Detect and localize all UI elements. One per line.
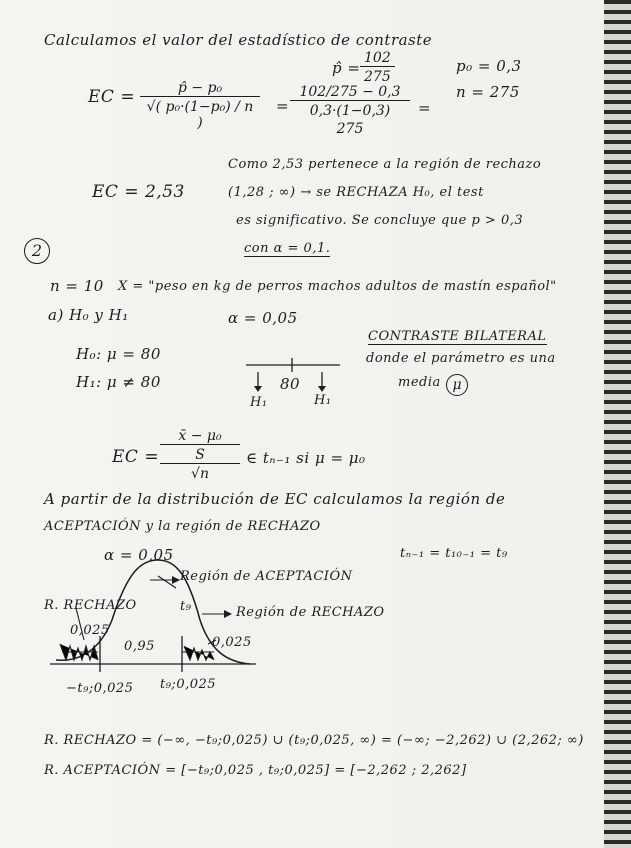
- alpha-b: α = 0,05: [104, 546, 174, 564]
- t9-label: t₉: [180, 599, 192, 614]
- ec-result: EC = 2,53: [92, 182, 185, 202]
- right-tail-shading: [182, 646, 214, 660]
- ec-formula-den: √( p₀·(1−p₀) / n ): [146, 99, 254, 131]
- ec-sub-num: 102/275 − 0,3: [290, 84, 410, 101]
- ec-formula-equals: =: [276, 97, 290, 115]
- h0-hypothesis: H₀: μ = 80: [76, 345, 161, 363]
- intro-text: Calculamos el valor del estadístico de contraste: [44, 31, 433, 49]
- part-a-label: a) H₀ y H₁: [48, 306, 129, 324]
- p-hat-label: p̂ =: [332, 59, 361, 77]
- n-value: n = 275: [456, 83, 520, 101]
- ec-t-num: x̄ − μ₀: [160, 428, 240, 445]
- ec-t-den-top: S: [160, 445, 240, 464]
- t-distribution: tₙ₋₁ = t₁₀₋₁ = t₉: [400, 546, 508, 561]
- region-rechazo-left-label: R. RECHAZO: [44, 598, 137, 613]
- left-tail-area: 0,025: [70, 623, 110, 638]
- ec-formula-num: p̂ − p₀: [140, 80, 260, 97]
- region-aceptacion-label: Región de ACEPTACIÓN: [180, 569, 353, 584]
- center-area: 0,95: [124, 639, 155, 654]
- ec-sub-equals: =: [418, 99, 432, 117]
- right-quantile-label: t₉;0,025: [160, 677, 217, 692]
- p0-value: p₀ = 0,3: [456, 57, 522, 75]
- p-hat-num: 102: [360, 50, 395, 67]
- number-line-right-h1: H₁: [314, 393, 332, 408]
- h1-hypothesis: H₁: μ ≠ 80: [76, 373, 161, 391]
- problem-number-circle: 2: [24, 238, 50, 264]
- right-tail-area: 0,025: [212, 635, 252, 650]
- number-line-center: 80: [280, 375, 301, 393]
- parametro-line-2: media: [398, 375, 441, 390]
- ec-t-label: EC =: [112, 447, 160, 467]
- number-line-left-h1: H₁: [250, 395, 268, 410]
- conclusion-line-3: es significativo. Se concluye que p > 0,3: [236, 213, 524, 228]
- a-partir-line-1: A partir de la distribución de EC calculamos la región de: [44, 490, 506, 508]
- problem-n: n = 10: [50, 277, 104, 295]
- conclusion-line-2: (1,28 ; ∞) → se RECHAZA H₀, el test: [228, 185, 484, 200]
- ec-t-distribution: ∈ tₙ₋₁ si μ = μ₀: [246, 449, 366, 467]
- region-rechazo-right-label: Región de RECHAZO: [236, 605, 385, 620]
- p-hat-den: 275: [364, 69, 391, 85]
- alpha-a: α = 0,05: [228, 309, 298, 327]
- ec-formula-label: EC =: [88, 87, 136, 107]
- mu-circle: μ: [446, 374, 468, 396]
- parametro-line-1: donde el parámetro es una: [366, 351, 556, 366]
- ec-sub-den-n: 275: [336, 121, 364, 137]
- a-partir-line-2: ACEPTACIÓN y la región de RECHAZO: [44, 519, 321, 534]
- ec-t-den-bottom: √n: [191, 466, 209, 482]
- conclusion-line-4: con α = 0,1.: [244, 241, 331, 256]
- contraste-bilateral: CONTRASTE BILATERAL: [368, 329, 547, 344]
- region-aceptacion-result: R. ACEPTACIÓN = [−t₉;0,025 , t₉;0,025] = [−2,262 ; 2,262]: [44, 763, 467, 778]
- problem-variable: X = "peso en kg de perros machos adultos de mastín español": [118, 279, 557, 294]
- ec-sub-den-inner: 0,3·(1−0,3): [309, 103, 391, 119]
- left-quantile-label: −t₉;0,025: [66, 681, 134, 696]
- conclusion-line-1: Como 2,53 pertenece a la región de rechazo: [228, 157, 542, 172]
- region-rechazo-result: R. RECHAZO = (−∞, −t₉;0,025) ∪ (t₉;0,025, ∞) = (−∞; −2,262) ∪ (2,262; ∞): [44, 733, 584, 748]
